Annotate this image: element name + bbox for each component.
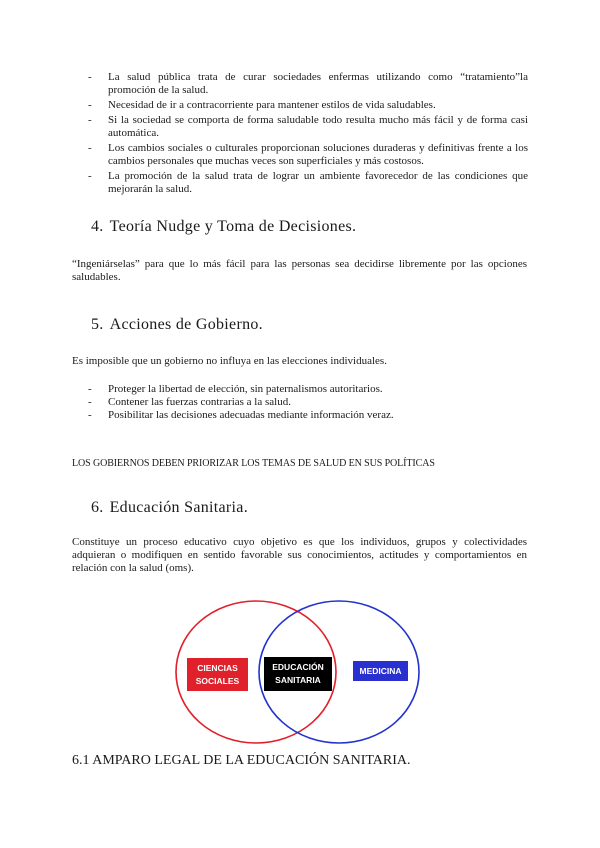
list-item: - Necesidad de ir a contracorriente para mantener estilos de vida saludables. [88, 99, 436, 111]
section-6-heading: 6. Educación Sanitaria. [91, 499, 248, 516]
section-4-heading: 4. Teoría Nudge y Toma de Decisiones. [91, 218, 357, 235]
medicine-label: MEDICINA [359, 666, 402, 676]
list-item: - Los cambios sociales o culturales proporcionan soluciones duraderas y definitivas frente a los cambios personales que muchas veces son superficiales y más costosos. [88, 142, 528, 167]
government-actions-list [88, 383, 528, 422]
list-item: - Si la sociedad se comporta de forma saludable todo resulta mucho más fácil y de forma casi automática. [88, 114, 528, 139]
section-4-paragraph: “Ingeniárselas” para que lo más fácil para las personas sea decidirse libremente por las opciones saludables. [72, 258, 527, 283]
government-priority-statement: LOS GOBIERNOS DEBEN PRIORIZAR LOS TEMAS DE SALUD EN SUS POLÍTICAS [72, 458, 435, 469]
social-sciences-label-line2: SOCIALES [195, 676, 240, 686]
list-item: - La salud pública trata de curar sociedades enfermas utilizando como “tratamiento”la promoción de la salud. [88, 71, 528, 96]
section-5-heading: 5. Acciones de Gobierno. [91, 316, 263, 333]
section-5-paragraph: Es imposible que un gobierno no influya en las elecciones individuales. [72, 355, 387, 367]
list-item: - La promoción de la salud trata de lograr un ambiente favorecedor de las condiciones que mejorarán la salud. [88, 170, 528, 195]
health-education-venn-diagram [170, 600, 430, 750]
intro-bullet-list [88, 71, 528, 198]
list-item: - Contener las fuerzas contrarias a la salud. [88, 396, 291, 408]
list-item: - Proteger la libertad de elección, sin paternalismos autoritarios. [88, 383, 383, 395]
list-item: - Posibilitar las decisiones adecuadas mediante información veraz. [88, 409, 394, 421]
health-education-label-line2: SANITARIA [275, 675, 321, 685]
social-sciences-label-line1: CIENCIAS [197, 663, 238, 673]
health-education-label-line1: EDUCACIÓN [272, 662, 324, 672]
section-6-paragraph: Constituye un proceso educativo cuyo objetivo es que los individuos, grupos y colectividades adquieran o modifiquen en sentido favorable sus conocimientos, actitudes y comportamientos en relación con la salud (oms). [72, 536, 527, 574]
subsection-6-1-heading: 6.1 AMPARO LEGAL DE LA EDUCACIÓN SANITARIA. [72, 753, 411, 768]
